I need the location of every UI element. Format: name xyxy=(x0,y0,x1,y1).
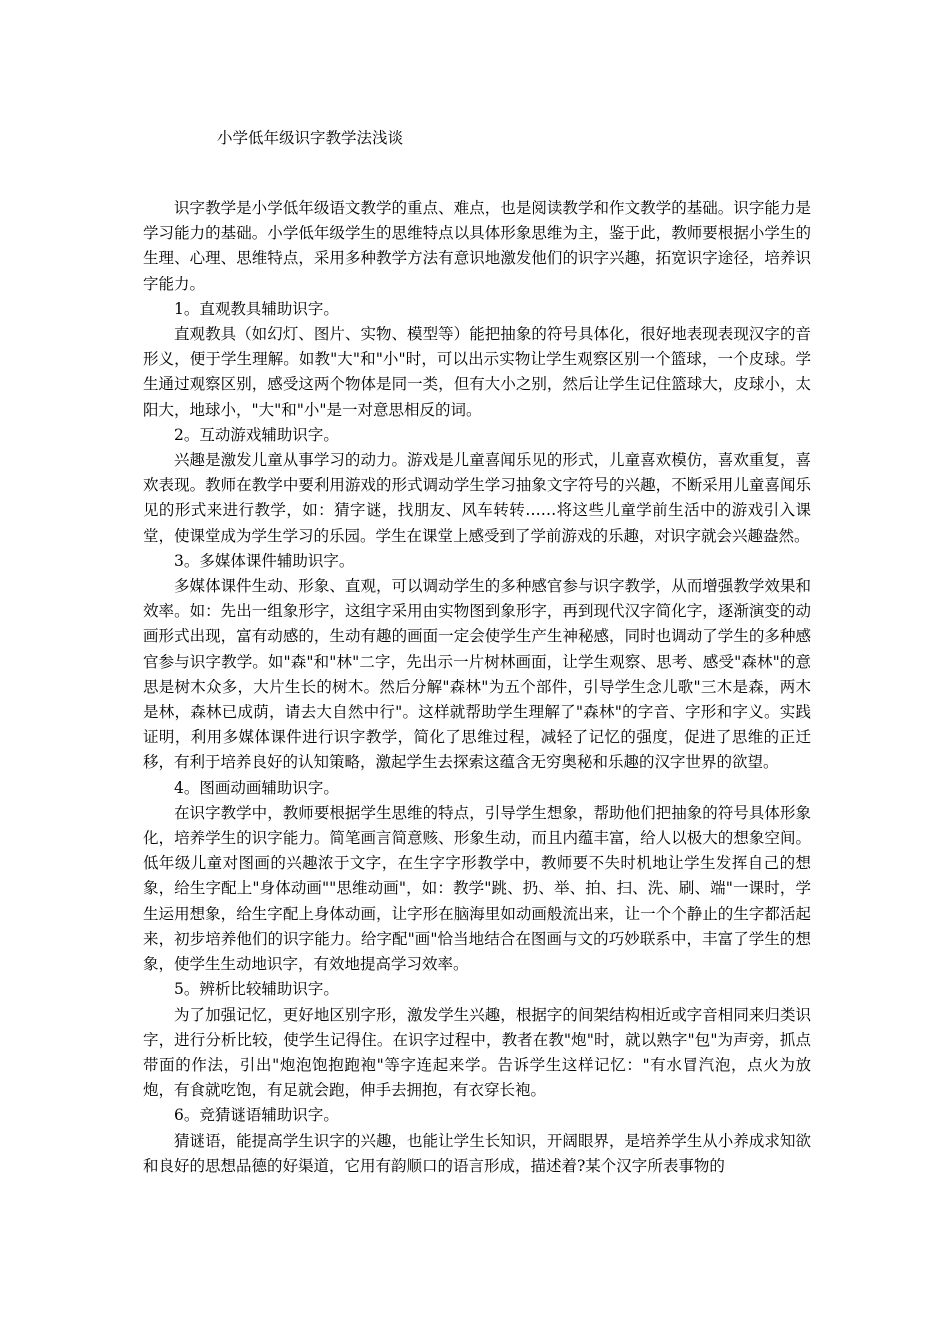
section-paragraph-4: 在识字教学中，教师要根据学生思维的特点，引导学生想象，帮助他们把抽象的符号具体形象化，培养学生的识字能力。简笔画言简意赅、形象生动，而且内蕴丰富，给人以极大的想象空间。低年级儿童对图画的兴趣浓于文字，在生字字形教学中，教师要不失时机地让学生发挥自己的想象，给生字配上"身体动画""思维动画"，如：教学"跳、扔、举、拍、扫、洗、刷、端"一课时，学生运用想象，给生字配上身体动画，让字形在脑海里如动画般流出来，让一个个静止的生字都活起来，初步培养他们的识字能力。给字配"画"恰当地结合在图画与文的巧妙联系中，丰富了学生的想象，使学生生动地识字，有效地提高学习效率。 xyxy=(143,803,811,974)
document-title: 小学低年级识字教学法浅谈 xyxy=(217,129,404,147)
section-paragraph-1: 直观教具（如幻灯、图片、实物、模型等）能把抽象的符号具体化，很好地表现表现汉字的音形义，便于学生理解。如教"大"和"小"时，可以出示实物让学生观察区别一个篮球，一个皮球。学生通过观察区别，感受这两个物体是同一类，但有大小之别，然后让学生记住篮球大，皮球小，太阳大，地球小，"大"和"小"是一对意思相反的词。 xyxy=(143,325,811,419)
section-heading-6: 6。竞猜谜语辅助识字。 xyxy=(174,1106,339,1125)
section-paragraph-6: 猜谜语，能提高学生识字的兴趣，也能让学生长知识，开阔眼界，是培养学生从小养成求知欲和良好的思想品德的好渠道，它用有韵顺口的语言形成，描述着?某个汉字所表事物的 xyxy=(143,1131,811,1175)
section-heading-2: 2。互动游戏辅助识字。 xyxy=(174,425,339,444)
section-heading-3: 3。多媒体课件辅助识字。 xyxy=(174,551,355,570)
intro-paragraph: 识字教学是小学低年级语文教学的重点、难点，也是阅读教学和作文教学的基础。识字能力是学习能力的基础。小学低年级学生的思维特点以具体形象思维为主，鉴于此，教师要根据小学生的生理、心理、思维特点，采用多种教学方法有意识地激发他们的识字兴趣，拓宽识字途径，培养识字能力。 xyxy=(143,199,811,293)
section-heading-4: 4。图画动画辅助识字。 xyxy=(174,778,339,797)
section-heading-5: 5。辨析比较辅助识字。 xyxy=(174,980,339,999)
section-paragraph-5: 为了加强记忆，更好地区别字形，激发学生兴趣，根据字的间架结构相近或字音相同来归类识字，进行分析比较，使学生记得住。在识字过程中，教者在教"炮"时，就以熟字"包"为声旁，抓点带面的作法，引出"炮泡饱抱跑袍"等字连起来学。告诉学生这样记忆："有水冒汽泡，点火为放炮，有食就吃饱，有足就会跑，伸手去拥抱，有衣穿长袍。 xyxy=(143,1005,811,1100)
document-body xyxy=(143,196,811,1179)
section-paragraph-2: 兴趣是激发儿童从事学习的动力。游戏是儿童喜闻乐见的形式，儿童喜欢模仿，喜欢重复，喜欢表现。教师在教学中要利用游戏的形式调动学生学习抽象文字符号的兴趣，不断采用儿童喜闻乐见的形式来进行教学，如：猜字谜，找朋友、风车转转……将这些儿童学前生活中的游戏引入课堂，使课堂成为学生学习的乐园。学生在课堂上感受到了学前游戏的乐趣，对识字就会兴趣盎然。 xyxy=(143,451,811,545)
section-heading-1: 1。直观教具辅助识字。 xyxy=(174,299,339,318)
section-paragraph-3: 多媒体课件生动、形象、直观，可以调动学生的多种感官参与识字教学，从而增强教学效果和效率。如：先出一组象形字，这组字采用由实物图到象形字，再到现代汉字简化字，逐渐演变的动画形式出现，富有动感的，生动有趣的画面一定会使学生产生神秘感，同时也调动了学生的多种感官参与识字教学。如"森"和"林"二字，先出示一片树林画面，让学生观察、思考、感受"森林"的意思是树木众多，大片生长的树木。然后分解"森林"为五个部件，引导学生念儿歌"三木是森，两木是林，森林已成荫，请去大自然中行"。这样就帮助学生理解了"森林"的字音、字形和字义。实践证明，利用多媒体课件进行识字教学，简化了思维过程，减轻了记忆的强度，促进了思维的正迁移，有利于培养良好的认知策略，激起学生去探索这蕴含无穷奥秘和乐趣的汉字世界的欲望。 xyxy=(143,577,811,772)
